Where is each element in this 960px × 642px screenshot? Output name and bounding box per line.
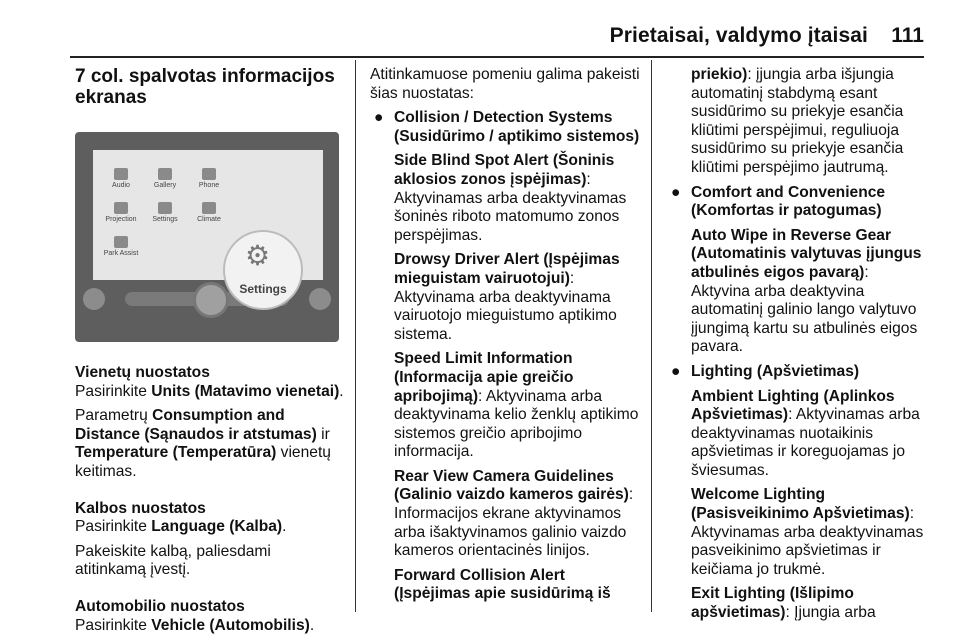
gear-icon: ⚙ — [245, 240, 271, 271]
intro-text: Atitinkamuose pomeniu galima pakeisti šias nuostatas: — [370, 66, 640, 102]
list-item: priekio): įjungia arba išjungia automatinį stabdymą esant susidūrimo su priekyje esančia kliūtimi perspėjimui, reguliuoja susidūrimo su priekyje esančia kliūtimi perspėjimo jautrumą. — [691, 66, 904, 176]
column-divider — [355, 60, 356, 612]
projection-icon — [114, 202, 128, 214]
lock-button-icon — [309, 288, 331, 310]
column-divider — [651, 60, 652, 612]
bullet-collision-systems — [370, 109, 640, 146]
list-item: Welcome Lighting (Pasisveikinimo Apšvietimas): Aktyvinamas arba deaktyvinamas pasveikinimo apšvietimas ir keičiama jo trukmė. — [691, 486, 924, 578]
list-item: Speed Limit Information (Informacija apie greičio apribojimą): Aktyvinama arba deaktyvinama kelio ženklų aptikimo sistemos greičio apribojimo informacija. — [394, 350, 639, 461]
bullet-icon: ● — [671, 183, 681, 201]
bullet-comfort — [667, 184, 929, 221]
middle-column — [370, 66, 640, 604]
page-header — [0, 24, 960, 54]
list-item: Side Blind Spot Alert (Šoninis aklosios zonos įspėjimas): Aktyvinamas arba deaktyvinamas šoninės riboto matomumo zonos perspėjimas. — [394, 152, 627, 244]
list-item: Rear View Camera Guidelines (Galinio vaizdo kameros gairės): Informacijos ekrane aktyvinamos arba išaktyvinamos galinio vaizdo kameros orientacinės linijos. — [394, 467, 634, 560]
page-number: 111 — [891, 24, 924, 47]
app-projection: Projection — [101, 202, 141, 224]
bullet-icon: ● — [671, 362, 681, 380]
settings-callout — [223, 230, 303, 310]
units-description: Parametrų Consumption and Distance (Sąnaudos ir atstumas) ir Temperature (Temperatūra) vienetų keitimas. — [75, 407, 331, 480]
header-rule — [70, 56, 924, 58]
vehicle-heading: Automobilio nuostatos — [75, 597, 245, 615]
units-heading: Vienetų nuostatos — [75, 364, 210, 381]
settings-callout-label: Settings — [239, 282, 287, 296]
list-item: Ambient Lighting (Aplinkos Apšvietimas): Aktyvinamas arba deaktyvinamas nuotaikinis apšvietimas ir koreguojamas jo šviesumas. — [691, 387, 920, 479]
app-climate: Climate — [189, 202, 229, 224]
warning-button-icon — [83, 288, 105, 310]
app-gallery: Gallery — [145, 168, 185, 190]
audio-icon — [114, 168, 128, 180]
list-item: Exit Lighting (Išlipimo apšvietimas): Įjungia arba — [691, 585, 876, 622]
gallery-icon — [158, 168, 172, 180]
settings-icon — [158, 202, 172, 214]
lighting-items — [667, 388, 929, 623]
comfort-items — [667, 227, 929, 357]
left-column — [75, 66, 345, 635]
infotainment-screen-illustration — [75, 132, 339, 342]
language-heading: Kalbos nuostatos — [75, 499, 206, 517]
header-title: Prietaisai, valdymo įtaisai — [609, 24, 868, 47]
app-phone: Phone — [189, 168, 229, 190]
climate-icon — [202, 202, 216, 214]
section-title: Comfort and Convenience (Komfortas ir patogumas) — [691, 183, 886, 220]
section-heading: 7 col. spalvotas informacijos ekranas — [75, 66, 335, 108]
section-title: Lighting (Apšvietimas) — [691, 362, 860, 380]
forward-collision-continued — [667, 66, 929, 178]
language-description: Pakeiskite kalbą, paliesdami atitinkamą įvestį. — [75, 542, 271, 579]
app-park-assist: Park Assist — [101, 236, 141, 258]
vehicle-select-text: Pasirinkite Vehicle (Automobilis). — [75, 616, 315, 634]
bullet-lighting — [667, 363, 929, 382]
phone-icon — [202, 168, 216, 180]
list-item: Auto Wipe in Reverse Gear (Automatinis valytuvas įjungus atbulinės eigos pavarą): Aktyvina arba deaktyvina automatinį galinio lango valytuvo įjungimą kartu su atbulinės eigos pavara. — [691, 226, 922, 356]
volume-knob — [193, 282, 229, 318]
app-settings: Settings — [145, 202, 185, 224]
list-item: Forward Collision Alert (Įspėjimas apie susidūrimą iš — [394, 566, 611, 603]
app-audio: Audio — [101, 168, 141, 190]
park-assist-icon — [114, 236, 128, 248]
bullet-icon: ● — [374, 109, 384, 127]
section-title: Collision / Detection Systems (Susidūrimo / aptikimo sistemos) — [394, 109, 640, 145]
right-column — [667, 66, 929, 623]
language-select-text: Pasirinkite Language (Kalba). — [75, 518, 287, 536]
units-select-text: Pasirinkite Units (Matavimo vienetai). — [75, 382, 344, 400]
collision-items — [370, 152, 640, 604]
list-item: Drowsy Driver Alert (Įspėjimas mieguistam vairuotojui): Aktyvinama arba deaktyvinama vairuotojo mieguistumo aptikimo sistema. — [394, 251, 620, 343]
